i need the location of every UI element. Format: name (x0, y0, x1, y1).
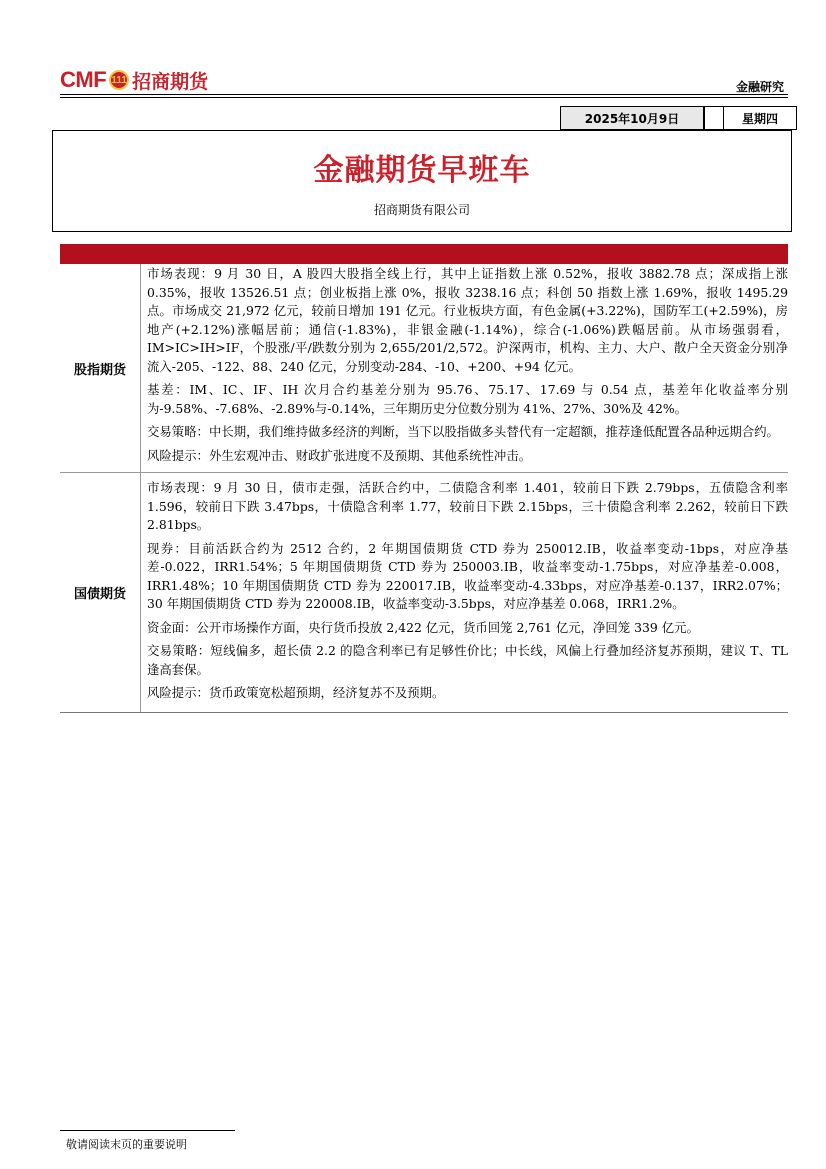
report-weekday: 星期四 (723, 107, 796, 129)
paragraph-risk: 风险提示：外生宏观冲击、财政扩张进度不及预期、其他系统性冲击。 (147, 447, 532, 463)
paragraph-market: 市场表现：9 月 30 日，A 股四大股指全线上行，其中上证指数上涨 0.52%，报收 3882.78 点；深成指上涨 0.35%，报收 13526.51 点；创业板指上涨 0%，报收 3238.16 点；科创 50 指数上涨 1.69%，报收 1495.29 点。市场成交 21,972 亿元，较前日增加 191 亿元。行业板块方面，有色金属(+3.22%)，国防军工(+2.59%)，房地产(+2.12%)涨幅居前；通信(-1.83%)，非银金融(-1.14%)，综合(-1.06%)跌幅居前。从市场强弱看，IM>IC>IH>IF，个股涨/平/跌数分别为 2,655/201/2,572。沪深两市，机构、主力、大户、散户全天资金分别净流入-205、-122、88、240 亿元，分别变动-284、-10、+200、+94 亿元。 (147, 266, 788, 374)
section-treasury-futures (60, 473, 788, 713)
logo-badge-icon: 111 (109, 70, 129, 90)
section-stock-index-futures (60, 264, 788, 473)
company-logo (60, 66, 208, 94)
section-content (141, 264, 789, 473)
report-category: 金融研究 (735, 80, 784, 94)
section-label: 国债期货 (60, 473, 141, 713)
page-title: 金融期货早班车 (313, 153, 531, 188)
report-table (60, 264, 788, 713)
paragraph-liquidity: 资金面：公开市场操作方面，央行货币投放 2,422 亿元，货币回笼 2,761 亿元，净回笼 339 亿元。 (147, 619, 699, 635)
footer-divider (60, 1130, 235, 1131)
date-spacer (705, 107, 723, 129)
section-label: 股指期货 (60, 264, 141, 473)
date-box (560, 106, 797, 130)
paragraph-strategy: 交易策略：中长期，我们维持做多经济的判断，当下以股指做多头替代有一定超额，推荐逢低配置各品种远期合约。 (147, 424, 779, 439)
report-date: 2025年10月9日 (561, 107, 705, 129)
paragraph-spot-bonds: 现券：目前活跃合约为 2512 合约，2 年期国债期货 CTD 券为 250012.IB，收益率变动-1bps，对应净基差-0.022，IRR1.54%；5 年期国债期货 CTD 券为 250003.IB，收益率变动-1.75bps，对应净基差-0.008，IRR1.48%；10 年期国债期货 CTD 券为 220017.IB，收益率变动-4.33bps，对应净基差-0.137，IRR2.07%；30 年期国债期货 CTD 券为 220008.IB，收益率变动-3.5bps，对应净基差 0.068，IRR1.2%。 (147, 540, 788, 611)
page-subtitle: 招商期货有限公司 (373, 203, 470, 217)
section-header-bar (60, 244, 788, 264)
paragraph-strategy: 交易策略：短线偏多，超长债 2.2 的隐含利率已有足够性价比；中长线，风偏上行叠加经济复苏预期，建议 T、TL 逢高套保。 (147, 643, 788, 677)
paragraph-risk: 风险提示：货币政策宽松超预期，经济复苏不及预期。 (147, 685, 445, 700)
paragraph-market: 市场表现：9 月 30 日，债市走强，活跃合约中，二债隐含利率 1.401，较前日下跌 2.79bps，五债隐含利率 1.596，较前日下跌 3.47bps，十债隐含利率 1.77，较前日下跌 2.15bps，三十债隐含利率 2.262，较前日下跌 2.81bps。 (147, 480, 788, 532)
section-content (141, 473, 789, 713)
header-divider (60, 94, 788, 95)
title-box (52, 130, 792, 232)
footer-disclaimer-note: 敬请阅读末页的重要说明 (66, 1138, 187, 1151)
paragraph-basis: 基差：IM、IC、IF、IH 次月合约基差分别为 95.76、75.17、17.69 与 0.54 点，基差年化收益率分别为-9.58%、-7.68%、-2.89%与-0.14%，三年期历史分位数分别为 41%、27%、30%及 42%。 (147, 382, 788, 416)
logo-company-name: 招商期货 (132, 70, 209, 93)
logo-latin-text: CMF (60, 67, 107, 92)
header-divider-secondary (60, 97, 788, 98)
